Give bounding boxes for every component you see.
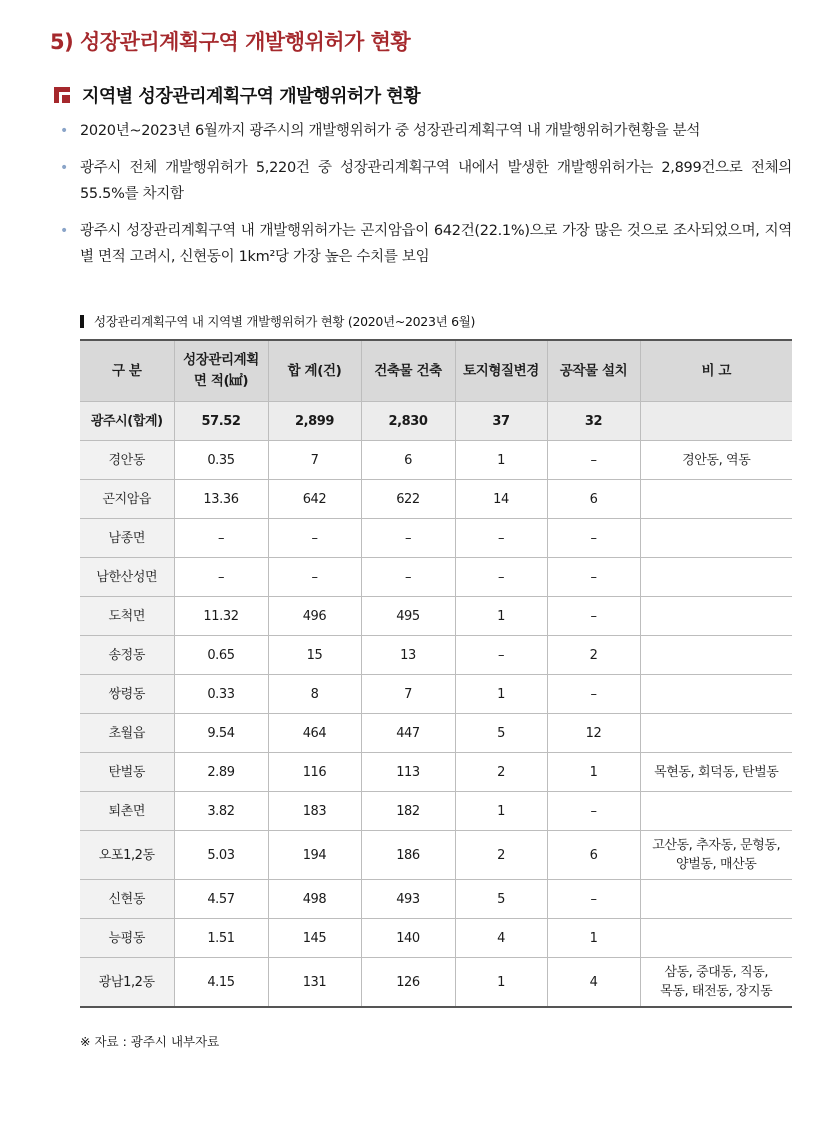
cell-land: 14 [455, 480, 547, 519]
cell-structure: 1 [547, 753, 640, 792]
cell-note [640, 831, 792, 880]
cell-structure: – [547, 880, 640, 919]
cell-total: 8 [268, 675, 361, 714]
table-row [80, 792, 792, 831]
cell-land: 37 [455, 402, 547, 441]
cell-region: 오포1,2동 [80, 831, 174, 880]
cell-note [640, 792, 792, 831]
cell-land: 1 [455, 792, 547, 831]
cell-note [640, 880, 792, 919]
permit-status-table [80, 339, 792, 1008]
table-caption [80, 312, 475, 330]
table-row [80, 441, 792, 480]
cell-land: 4 [455, 919, 547, 958]
cell-area: 9.54 [174, 714, 268, 753]
cell-note [640, 753, 792, 792]
cell-land: 1 [455, 441, 547, 480]
cell-land: 5 [455, 880, 547, 919]
cell-note [640, 558, 792, 597]
table-row [80, 831, 792, 880]
table-total-row [80, 402, 792, 441]
cell-total: 183 [268, 792, 361, 831]
cell-area: 4.57 [174, 880, 268, 919]
cell-note [640, 714, 792, 753]
cell-building: 622 [361, 480, 455, 519]
cell-land: 2 [455, 753, 547, 792]
table-row [80, 958, 792, 1008]
header-area-line1: 성장관리계획 [183, 352, 259, 368]
cell-building: 6 [361, 441, 455, 480]
header-note: 비 고 [640, 340, 792, 402]
bullet-item [60, 118, 792, 144]
cell-structure: – [547, 675, 640, 714]
table-row [80, 558, 792, 597]
cell-area: – [174, 519, 268, 558]
cell-land: – [455, 519, 547, 558]
cell-area: 0.65 [174, 636, 268, 675]
header-structure: 공작물 설치 [547, 340, 640, 402]
cell-region: 곤지암읍 [80, 480, 174, 519]
cell-building: 493 [361, 880, 455, 919]
cell-note [640, 597, 792, 636]
cell-building: 2,830 [361, 402, 455, 441]
cell-structure: 2 [547, 636, 640, 675]
table-row [80, 675, 792, 714]
cell-structure: 6 [547, 831, 640, 880]
cell-land: 1 [455, 597, 547, 636]
header-region: 구 분 [80, 340, 174, 402]
caption-bar-icon [80, 315, 84, 328]
cell-structure: – [547, 597, 640, 636]
header-area-line2: 면 적(㎢) [193, 373, 249, 389]
cell-building: 13 [361, 636, 455, 675]
cell-total: 116 [268, 753, 361, 792]
cell-note [640, 480, 792, 519]
cell-note [640, 958, 792, 1008]
note-line2: 양벌동, 매산동 [676, 857, 757, 872]
cell-note [640, 675, 792, 714]
cell-structure: 32 [547, 402, 640, 441]
header-building: 건축물 건축 [361, 340, 455, 402]
cell-note [640, 636, 792, 675]
header-land: 토지형질변경 [455, 340, 547, 402]
bullet-text: 광주시 성장관리계획구역 내 개발행위허가는 곤지암읍이 642건(22.1%)으로 가장 많은 것으로 조사되었으며, 지역별 면적 고려시, 신현동이 1km²당 가장 높은 수치를 보임 [80, 223, 792, 265]
cell-area: 11.32 [174, 597, 268, 636]
bullet-dot-icon: • [60, 223, 68, 239]
cell-region: 쌍령동 [80, 675, 174, 714]
cell-region: 탄벌동 [80, 753, 174, 792]
bullet-item [60, 218, 792, 270]
cell-note [640, 402, 792, 441]
cell-total: 642 [268, 480, 361, 519]
cell-region: 송정동 [80, 636, 174, 675]
cell-total: 145 [268, 919, 361, 958]
cell-building: 447 [361, 714, 455, 753]
cell-building: 182 [361, 792, 455, 831]
note-line1: 목현동, 회덕동, 탄벌동 [654, 764, 779, 780]
cell-structure: 4 [547, 958, 640, 1008]
cell-total: – [268, 519, 361, 558]
cell-region: 초월읍 [80, 714, 174, 753]
note-line1: 고산동, 추자동, 문형동, [652, 838, 781, 853]
cell-structure: 1 [547, 919, 640, 958]
square-bullet-icon [54, 87, 70, 103]
subsection-title [54, 82, 420, 108]
cell-building: 140 [361, 919, 455, 958]
note-line1: 삼동, 중대동, 직동, [664, 965, 769, 980]
bullet-dot-icon: • [60, 160, 68, 176]
cell-area: 0.35 [174, 441, 268, 480]
cell-total: – [268, 558, 361, 597]
cell-region: 광남1,2동 [80, 958, 174, 1008]
cell-total: 2,899 [268, 402, 361, 441]
header-area [174, 340, 268, 402]
table-row [80, 519, 792, 558]
cell-structure: – [547, 441, 640, 480]
cell-total: 496 [268, 597, 361, 636]
cell-area: 3.82 [174, 792, 268, 831]
cell-building: 495 [361, 597, 455, 636]
bullet-list [60, 118, 792, 281]
cell-total: 464 [268, 714, 361, 753]
table-caption-text: 성장관리계획구역 내 지역별 개발행위허가 현황 (2020년~2023년 6월) [94, 314, 476, 329]
cell-land: 2 [455, 831, 547, 880]
cell-structure: 12 [547, 714, 640, 753]
cell-total: 498 [268, 880, 361, 919]
note-line2: 목동, 태전동, 장지동 [660, 984, 773, 999]
cell-total: 194 [268, 831, 361, 880]
cell-building: – [361, 519, 455, 558]
cell-land: 5 [455, 714, 547, 753]
cell-note [640, 919, 792, 958]
bullet-dot-icon: • [60, 123, 68, 139]
cell-note [640, 441, 792, 480]
bullet-text: 광주시 전체 개발행위허가 5,220건 중 성장관리계획구역 내에서 발생한 개발행위허가는 2,899건으로 전체의 55.5%를 차지함 [80, 160, 792, 202]
table-row [80, 480, 792, 519]
cell-note [640, 519, 792, 558]
cell-region: 능평동 [80, 919, 174, 958]
cell-total: 131 [268, 958, 361, 1008]
cell-land: – [455, 636, 547, 675]
cell-region: 남종면 [80, 519, 174, 558]
cell-structure: – [547, 519, 640, 558]
header-total: 합 계(건) [268, 340, 361, 402]
table-header-row [80, 340, 792, 402]
table-row [80, 597, 792, 636]
cell-total: 7 [268, 441, 361, 480]
cell-structure: – [547, 792, 640, 831]
cell-area: 0.33 [174, 675, 268, 714]
table-row [80, 636, 792, 675]
cell-total: 15 [268, 636, 361, 675]
cell-region: 도척면 [80, 597, 174, 636]
table-row [80, 880, 792, 919]
section-title: 5) 성장관리계획구역 개발행위허가 현황 [50, 30, 411, 54]
cell-building: 113 [361, 753, 455, 792]
cell-region: 광주시(합계) [80, 402, 174, 441]
table-row [80, 753, 792, 792]
cell-region: 경안동 [80, 441, 174, 480]
note-line1: 경안동, 역동 [682, 452, 751, 468]
cell-building: – [361, 558, 455, 597]
cell-area: 4.15 [174, 958, 268, 1008]
subsection-title-text: 지역별 성장관리계획구역 개발행위허가 현황 [82, 86, 421, 107]
table-row [80, 919, 792, 958]
cell-building: 7 [361, 675, 455, 714]
cell-area: 57.52 [174, 402, 268, 441]
cell-building: 126 [361, 958, 455, 1008]
cell-land: 1 [455, 675, 547, 714]
cell-building: 186 [361, 831, 455, 880]
cell-area: 1.51 [174, 919, 268, 958]
source-note: ※ 자료 : 광주시 내부자료 [80, 1034, 220, 1049]
bullet-text: 2020년~2023년 6월까지 광주시의 개발행위허가 중 성장관리계획구역 내 개발행위허가현황을 분석 [80, 123, 701, 139]
cell-structure: – [547, 558, 640, 597]
cell-land: – [455, 558, 547, 597]
bullet-item [60, 155, 792, 207]
cell-structure: 6 [547, 480, 640, 519]
cell-region: 남한산성면 [80, 558, 174, 597]
cell-area: 2.89 [174, 753, 268, 792]
cell-area: – [174, 558, 268, 597]
cell-area: 5.03 [174, 831, 268, 880]
cell-area: 13.36 [174, 480, 268, 519]
cell-region: 퇴촌면 [80, 792, 174, 831]
cell-land: 1 [455, 958, 547, 1008]
table-row [80, 714, 792, 753]
cell-region: 신현동 [80, 880, 174, 919]
